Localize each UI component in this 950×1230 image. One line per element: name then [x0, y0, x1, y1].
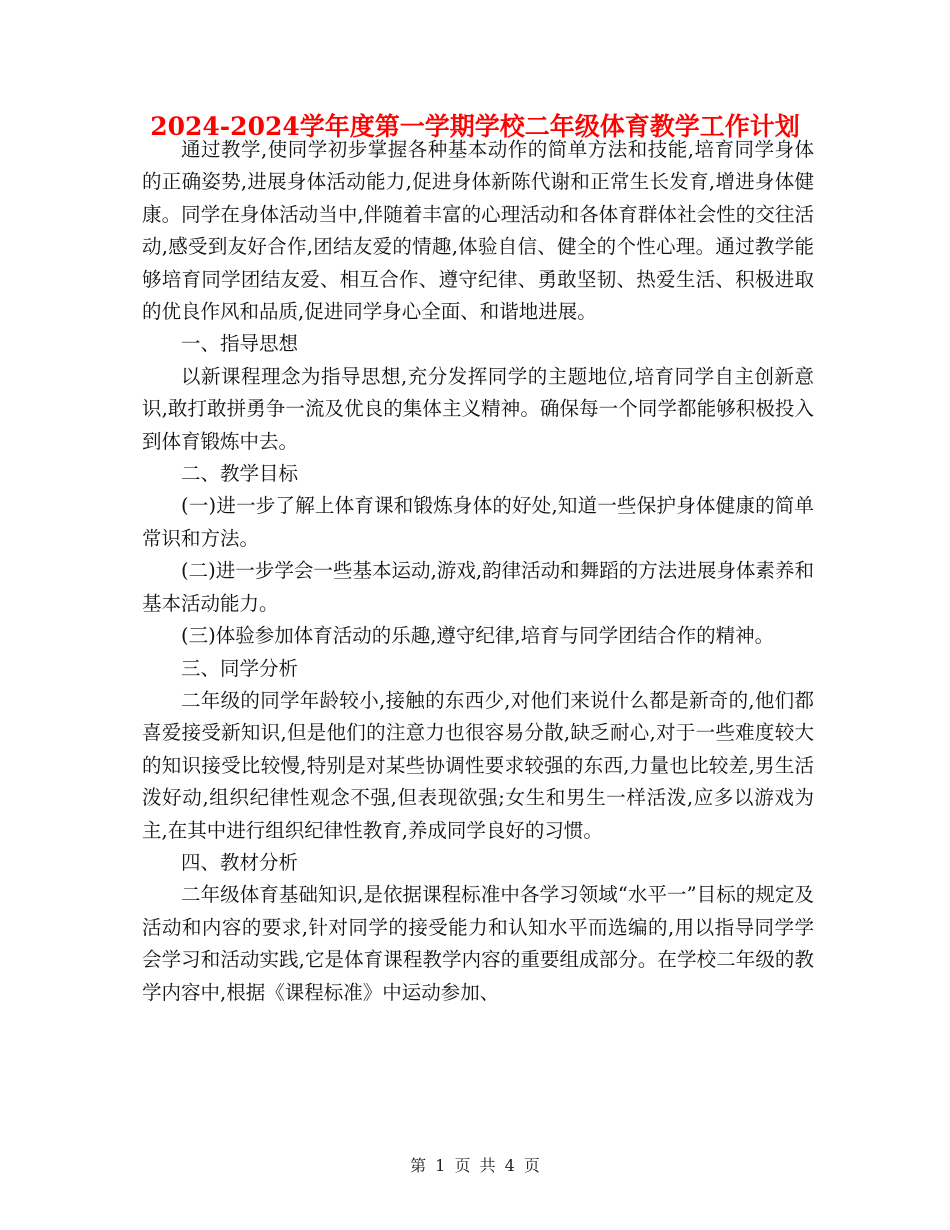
paragraph-student-analysis: 二年级的同学年龄较小,接触的东西少,对他们来说什么都是新奇的,他们都喜爱接受新知识,但是他们的注意力也很容易分散,缺乏耐心,对于一些难度较大的知识接受比较慢,特别是对某些协调性要求较强的东西,力量也比较差,男生活泼好动,组织纪律性观念不强,但表现欲强;女生和男生一样活泼,应多以游戏为主,在其中进行组织纪律性教育,养成同学良好的习惯。: [142, 688, 814, 842]
section-heading-material-analysis: 四、教材分析: [181, 850, 299, 874]
paragraph-intro: 通过教学,使同学初步掌握各种基本动作的简单方法和技能,培育同学身体的正确姿势,进展身体活动能力,促进身体新陈代谢和正常生长发育,增进身体健康。同学在身体活动当中,伴随着丰富的心理活动和各体育群体社会性的交往活动,感受到友好合作,团结友爱的情趣,体验自信、健全的个性心理。通过教学能够培育同学团结友爱、相互合作、遵守纪律、勇敢坚韧、热爱生活、积极进取的优良作风和品质,促进同学身心全面、和谐地进展。: [142, 138, 814, 324]
document-title: 2024-2024学年度第一学期学校二年级体育教学工作计划: [150, 112, 800, 141]
paragraph-material-analysis: 二年级体育基础知识,是依据课程标准中各学习领域“水平一”目标的规定及活动和内容的要求,针对同学的接受能力和认知水平而选编的,用以指导同学学会学习和活动实践,它是体育课程教学内容的重要组成部分。在学校二年级的教学内容中,根据《课程标准》中运动参加、: [142, 883, 814, 1004]
paragraph-goal-1: (一)进一步了解上体育课和锻炼身体的好处,知道一些保护身体健康的简单常识和方法。: [142, 494, 814, 550]
document-body: [142, 134, 814, 1009]
page-number-footer: 第 1 页 共 4 页: [410, 1156, 540, 1175]
paragraph-goal-2: (二)进一步学会一些基本运动,游戏,韵律活动和舞蹈的方法进展身体素养和基本活动能力。: [142, 559, 814, 615]
section-heading-student-analysis: 三、同学分析: [181, 656, 299, 680]
paragraph-guiding-ideology: 以新课程理念为指导思想,充分发挥同学的主题地位,培育同学自主创新意识,敢打敢拼勇争一流及优良的集体主义精神。确保每一个同学都能够积极投入到体育锻炼中去。: [142, 364, 814, 453]
section-heading-guiding-ideology: 一、指导思想: [181, 332, 299, 356]
paragraph-goal-3: (三)体验参加体育活动的乐趣,遵守纪律,培育与同学团结合作的精神。: [181, 624, 775, 648]
section-heading-teaching-goals: 二、教学目标: [181, 462, 299, 486]
